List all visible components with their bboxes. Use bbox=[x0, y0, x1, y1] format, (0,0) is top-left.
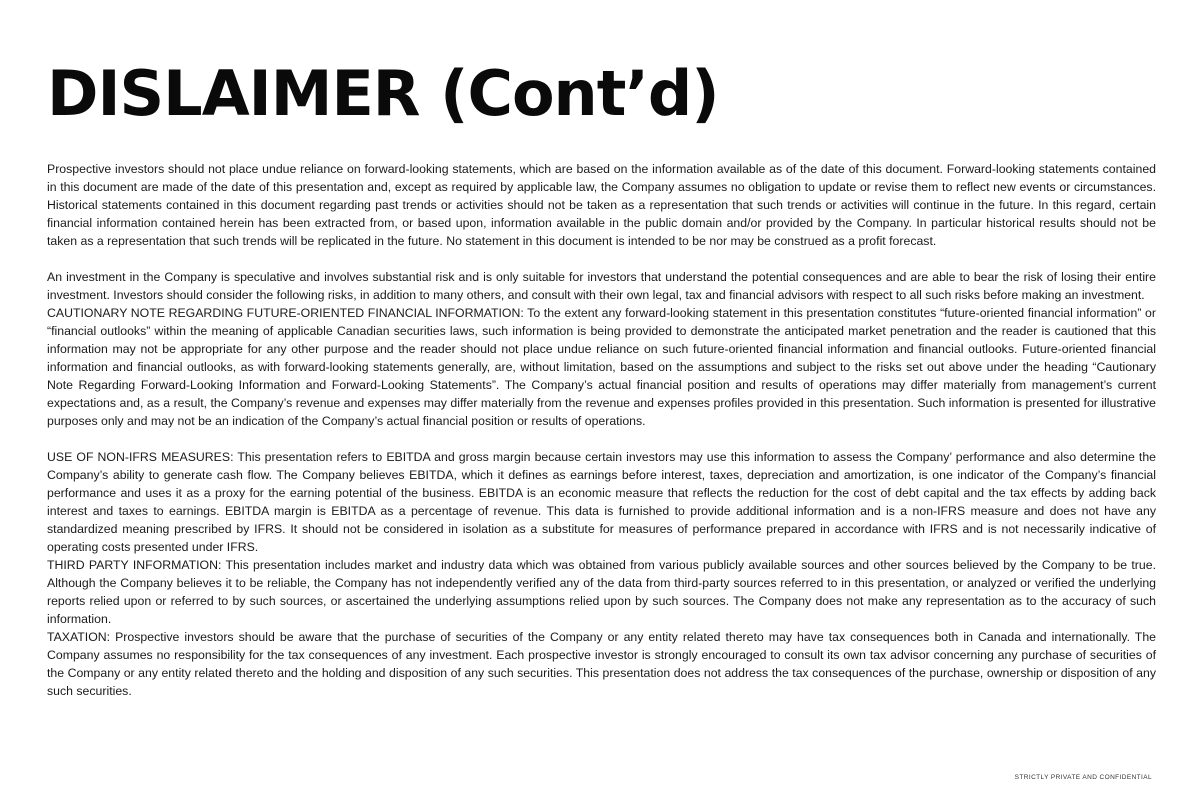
confidentiality-footer: STRICTLY PRIVATE AND CONFIDENTIAL bbox=[1014, 774, 1152, 781]
forward-looking-paragraph: Prospective investors should not place undue reliance on forward-looking statements, which are based on the information available as of the date of this document. Forward-looking statements contained in this document are made of the date of this presentation and, except as required by applicable law, the Company assumes no obligation to update or revise them to reflect new events or circumstances. Historical statements contained in this document regarding past trends or activities should not be taken as a representation that such trends or activities will continue in the future. In this regard, certain financial information contained herein has been extracted from, or based upon, information available in the public domain and/or provided by the Company. In particular historical results should not be taken as a representation that such trends will be replicated in the future. No statement in this document is intended to be nor may be construed as a profit forecast. bbox=[47, 162, 1156, 248]
third-party-information-paragraph: THIRD PARTY INFORMATION: This presentation includes market and industry data which was obtained from various publicly available sources and other sources believed by the Company to be true. Although the Company believes it to be reliable, the Company has not independently verified any of the data from third-party sources referred to in this presentation, or analyzed or verified the underlying reports relied upon or referred to by such sources, or ascertained the underlying assumptions relied upon by such sources. The Company does not make any representation as to the accuracy of such information. bbox=[47, 558, 1156, 626]
cautionary-note-paragraph: CAUTIONARY NOTE REGARDING FUTURE-ORIENTED FINANCIAL INFORMATION: To the extent any forward-looking statement in this presentation constitutes “future-oriented financial information” or “financial outlooks” within the meaning of applicable Canadian securities laws, such information is being provided to demonstrate the anticipated market penetration and the reader is cautioned that this information may not be appropriate for any other purpose and the reader should not place undue reliance on such future-oriented financial information and financial outlooks. Future-oriented financial information and financial outlooks, as with forward-looking statements generally, are, without limitation, based on the assumptions and subject to the risks set out above under the heading “Cautionary Note Regarding Forward-Looking Information and Forward-Looking Statements”. The Company’s actual financial position and results of operations may differ materially from management’s current expectations and, as a result, the Company’s revenue and expenses may differ materially from the revenue and expenses profiles provided in this presentation. Such information is presented for illustrative purposes only and may not be an indication of the Company’s actual financial position or results of operations. bbox=[47, 306, 1156, 428]
taxation-paragraph: TAXATION: Prospective investors should be aware that the purchase of securities of the Company or any entity related thereto may have tax consequences both in Canada and internationally. The Company assumes no responsibility for the tax consequences of any investment. Each prospective investor is strongly encouraged to consult its own tax advisor concerning any purchase of securities of the Company or any entity related thereto and the holding and disposition of any such securities. This presentation does not address the tax consequences of the purchase, ownership or disposition of any such securities. bbox=[47, 630, 1156, 698]
non-ifrs-measures-paragraph: USE OF NON-IFRS MEASURES: This presentation refers to EBITDA and gross margin because certain investors may use this information to assess the Company’ performance and also determine the Company’s ability to generate cash flow. The Company believes EBITDA, which it defines as earnings before interest, taxes, depreciation and amortization, is one indicator of the Company’s financial performance and uses it as a proxy for the earning potential of the business. EBITDA is an economic measure that reflects the reduction for the cost of debt capital and the tax effects by adding back interest and taxes to earnings. EBITDA margin is EBITDA as a percentage of revenue. This data is furnished to provide additional information and is a non-IFRS measure and does not have any standardized meaning prescribed by IFRS. It should not be considered in isolation as a substitute for measures of performance prepared in accordance with IFRS and is not necessarily indicative of operating costs presented under IFRS. bbox=[47, 450, 1156, 554]
page-title: DISLAIMER (Cont’d) bbox=[47, 57, 719, 130]
investment-risk-paragraph: An investment in the Company is speculative and involves substantial risk and is only suitable for investors that understand the potential consequences and are able to bear the risk of losing their entire investment. Investors should consider the following risks, in addition to many others, and consult with their own legal, tax and financial advisors with respect to all such risks before making an investment. bbox=[47, 270, 1156, 302]
disclaimer-body bbox=[47, 160, 1156, 700]
